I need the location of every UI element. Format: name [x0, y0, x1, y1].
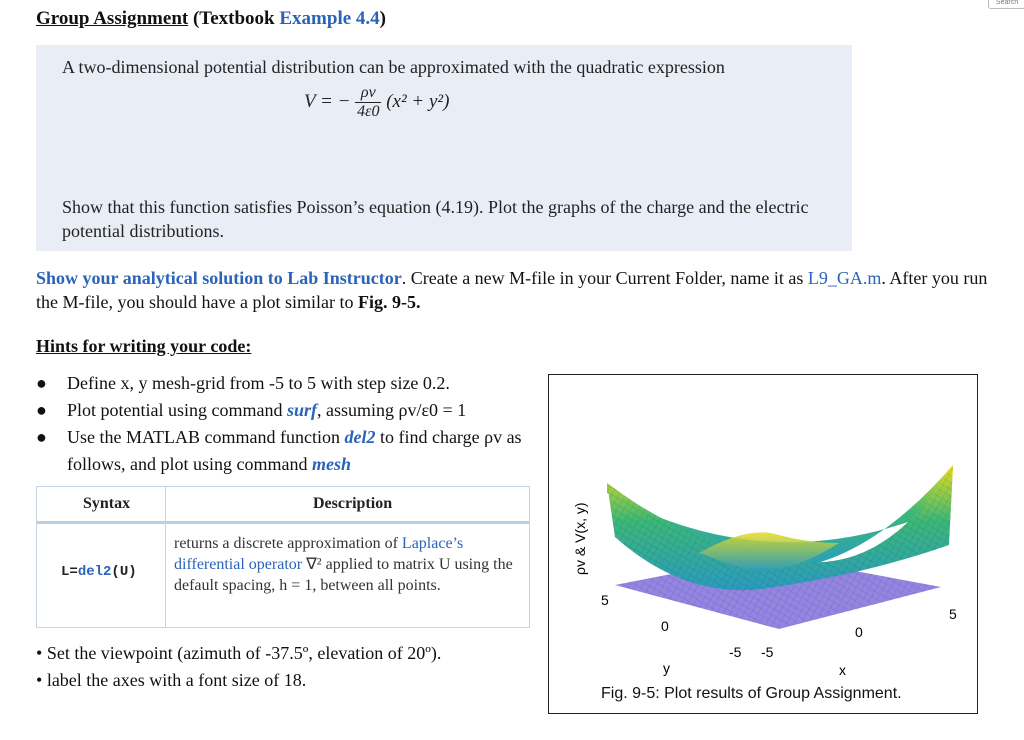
potential-surface-mesh: [607, 465, 953, 590]
description-cell: [174, 533, 514, 596]
syntax-function: del2: [77, 564, 112, 580]
potential-equation: [304, 84, 449, 121]
syntax-post: (U): [111, 564, 137, 580]
laplace-link[interactable]: Laplace’s differential operator: [174, 535, 464, 573]
description-text: ∇² applied to matrix U using the default spacing, h = 1, between all points.: [174, 556, 513, 594]
mesh-command-link[interactable]: mesh: [311, 454, 351, 474]
hints-title: Hints for writing your code:: [36, 336, 252, 356]
hint-text: , assuming ρv/ε0 = 1: [317, 400, 467, 420]
description-text: returns a discrete approximation of: [174, 535, 402, 552]
del2-command-link[interactable]: del2: [344, 427, 376, 447]
equation-numerator: ρv: [355, 84, 381, 103]
hint-text: Plot potential using command: [67, 400, 287, 420]
problem-intro: A two-dimensional potential distribution can be approximated with the quadratic expression: [62, 57, 725, 77]
hint-item: ● Define x, y mesh-grid from -5 to 5 with step size 0.2.: [36, 373, 450, 393]
figure-reference: Fig. 9-5.: [357, 292, 421, 312]
problem-box: [36, 45, 852, 251]
instructions-text-2: . After you run the M-file, you should have a plot similar to: [36, 268, 988, 312]
view-hints-list: [36, 640, 536, 694]
equation-fraction: [355, 84, 381, 121]
figure-caption: Fig. 9-5: Plot results of Group Assignment.: [601, 685, 902, 702]
y-axis-label: y: [663, 660, 670, 676]
hints-list: [36, 370, 536, 478]
hint-text: Define x, y mesh-grid from -5 to 5 with step size 0.2.: [67, 373, 450, 393]
heading-main: Group Assignment: [36, 8, 189, 29]
surface-plot-image: [549, 375, 977, 713]
syntax-cell: [61, 564, 137, 580]
heading-paren-close: ): [379, 8, 386, 29]
heading-paren-open: (Textbook: [188, 8, 280, 29]
syntax-pre: L=: [61, 564, 78, 580]
x-tick: 0: [855, 624, 863, 640]
view-hint-item: • Set the viewpoint (azimuth of -37.5º, elevation of 20º).: [36, 643, 442, 663]
instructions-paragraph: [36, 266, 996, 314]
problem-task: Show that this function satisfies Poisson’s equation (4.19). Plot the graphs of the charge and the electric potential distributions.: [62, 197, 809, 241]
search-box-stub[interactable]: Search: [988, 0, 1024, 9]
del2-syntax-table: [36, 486, 530, 628]
equation-denominator: 4ε0: [357, 103, 380, 120]
filename-link[interactable]: L9_GA.m: [807, 268, 882, 288]
equation-lhs: V = −: [304, 90, 351, 112]
table-divider: [165, 487, 166, 627]
surf-command-link[interactable]: surf: [286, 400, 317, 420]
y-tick: 5: [601, 592, 609, 608]
example-link[interactable]: Example 4.4: [279, 8, 380, 29]
hint-item: ● Use the MATLAB command function del2 to find charge ρv as follows, and plot using command mesh: [36, 427, 522, 474]
syntax-column-header: Syntax: [83, 495, 131, 512]
y-tick: 0: [661, 618, 669, 634]
instructions-lead: Show your analytical solution to Lab Instructor: [36, 268, 402, 288]
view-hint-item: • label the axes with a font size of 18.: [36, 670, 307, 690]
x-axis-label: x: [839, 662, 846, 678]
view-hint-text: Set the viewpoint (azimuth of -37.5º, elevation of 20º).: [46, 643, 442, 663]
y-tick: -5: [729, 644, 742, 660]
instructions-text-1: . Create a new M-file in your Current Folder, name it as: [401, 268, 808, 288]
z-axis-label: ρv & V(x, y): [572, 502, 588, 575]
x-tick: -5: [761, 644, 774, 660]
equation-rhs: (x² + y²): [386, 90, 450, 112]
hint-text: Use the MATLAB command function: [67, 427, 345, 447]
assignment-heading: [36, 8, 386, 30]
figure-9-5: [548, 374, 978, 714]
description-column-header: Description: [313, 495, 393, 512]
hint-item: ● Plot potential using command surf, assuming ρv/ε0 = 1: [36, 400, 467, 420]
view-hint-text: label the axes with a font size of 18.: [46, 670, 307, 690]
x-tick: 5: [949, 606, 957, 622]
hint-text: to find charge ρv as follows, and plot using command: [67, 427, 522, 474]
